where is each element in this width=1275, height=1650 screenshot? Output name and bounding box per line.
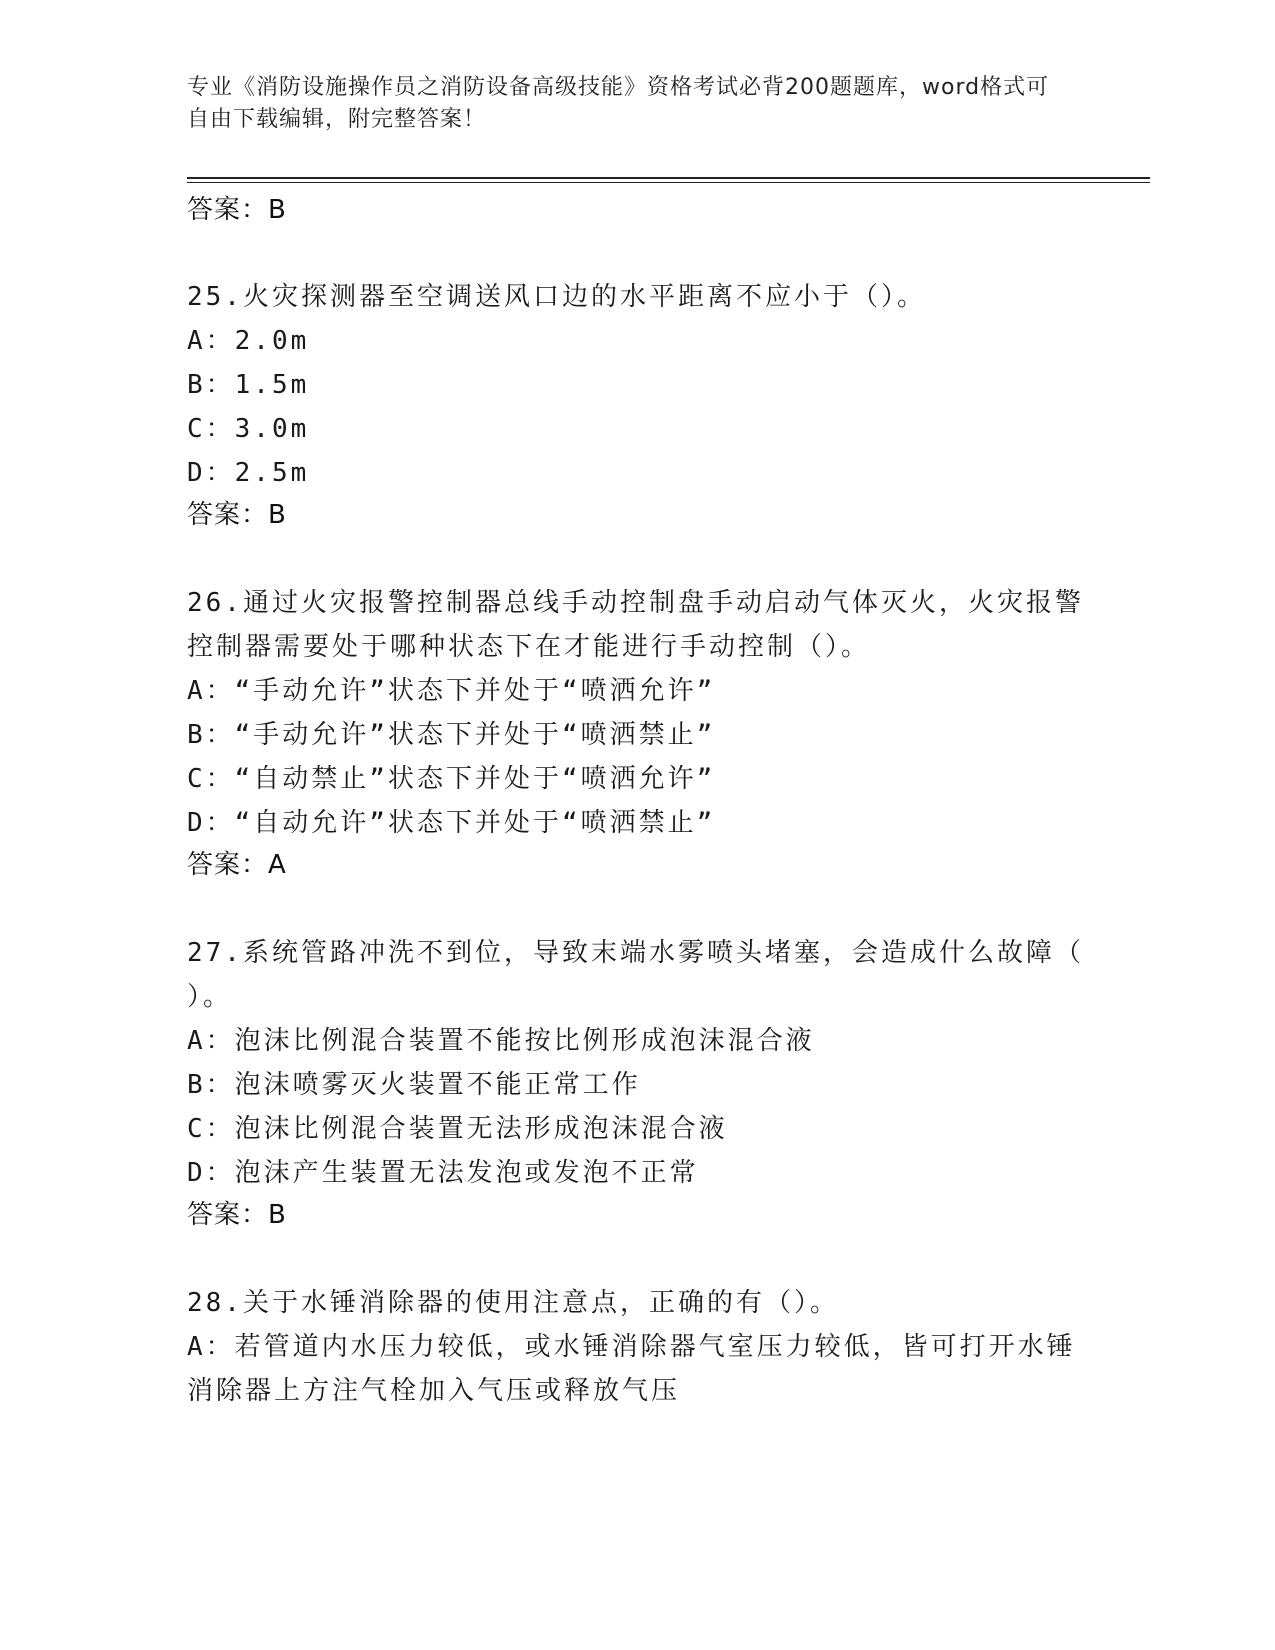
option-26-b: B：“手动允许”状态下并处于“喷洒禁止” — [187, 720, 716, 750]
option-28-a-line-2: 消除器上方注气栓加入气压或释放气压 — [187, 1376, 681, 1406]
question-26-line-2: 控制器需要处于哪种状态下在才能进行手动控制（）。 — [187, 632, 871, 662]
option-25-d: D：2.5m — [187, 458, 310, 488]
option-25-b: B：1.5m — [187, 370, 310, 400]
question-25: 25.火灾探测器至空调送风口边的水平距离不应小于（）。 — [187, 282, 926, 312]
option-27-c: C：泡沫比例混合装置无法形成泡沫混合液 — [187, 1114, 728, 1144]
option-26-d: D：“自动允许”状态下并处于“喷洒禁止” — [187, 808, 716, 838]
document-header: 专业《消防设施操作员之消防设备高级技能》资格考试必背200题题库，word格式可自由下载编辑，附完整答案！ — [187, 75, 1050, 132]
question-27-line-2: ）。 — [187, 982, 233, 1012]
answer-24: 答案：B — [187, 195, 287, 225]
question-28: 28.关于水锤消除器的使用注意点，正确的有（）。 — [187, 1288, 839, 1318]
option-28-a-line-1: A：若管道内水压力较低，或水锤消除器气室压力较低，皆可打开水锤 — [187, 1332, 1076, 1362]
question-26-line-1: 26.通过火灾报警控制器总线手动控制盘手动启动气体灭火，火灾报警 — [187, 588, 1084, 618]
header-rule-thin — [187, 182, 1150, 183]
question-27-line-1: 27.系统管路冲洗不到位，导致末端水雾喷头堵塞，会造成什么故障（ — [187, 938, 1084, 968]
option-25-a: A：2.0m — [187, 326, 310, 356]
option-27-a: A：泡沫比例混合装置不能按比例形成泡沫混合液 — [187, 1026, 815, 1056]
option-26-c: C：“自动禁止”状态下并处于“喷洒允许” — [187, 764, 716, 794]
option-26-a: A：“手动允许”状态下并处于“喷洒允许” — [187, 676, 716, 706]
option-27-b: B：泡沫喷雾灭火装置不能正常工作 — [187, 1070, 641, 1100]
answer-27: 答案：B — [187, 1200, 287, 1230]
option-27-d: D：泡沫产生装置无法发泡或发泡不正常 — [187, 1158, 699, 1188]
answer-26: 答案：A — [187, 850, 287, 880]
header-rule-thick — [187, 177, 1150, 179]
option-25-c: C：3.0m — [187, 414, 310, 444]
answer-25: 答案：B — [187, 500, 287, 530]
